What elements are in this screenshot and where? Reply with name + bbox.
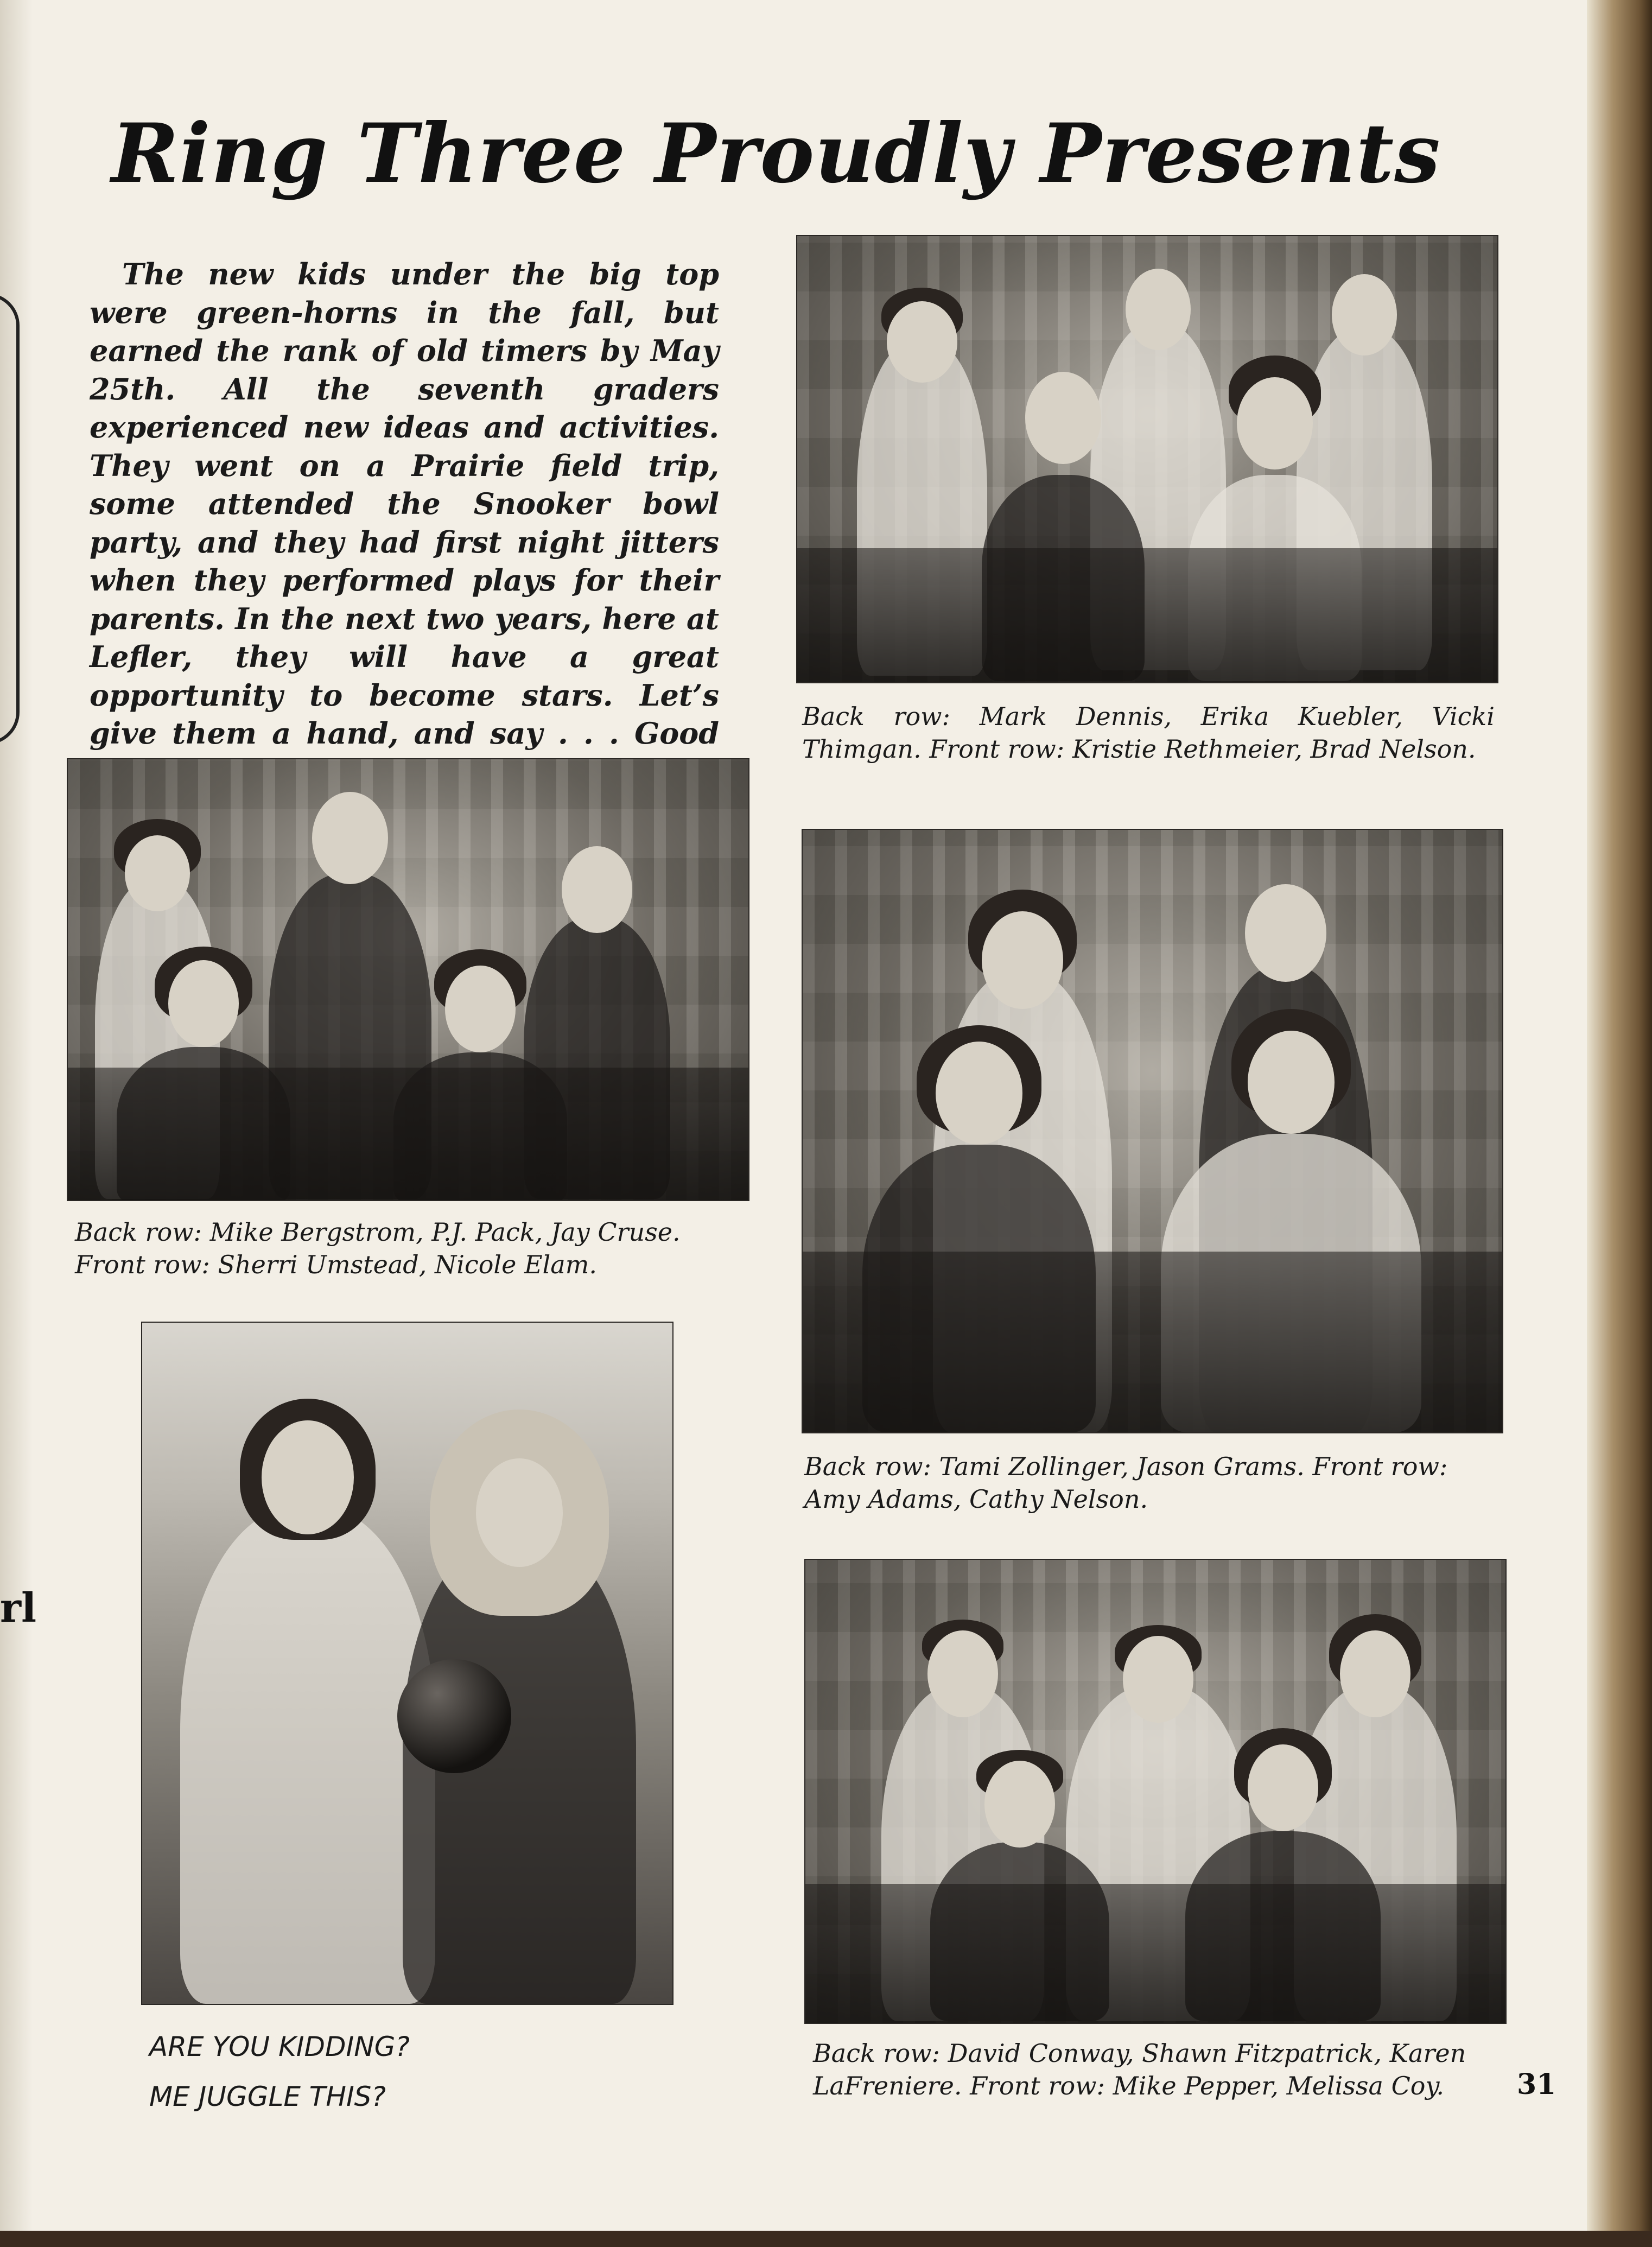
person-figure xyxy=(930,1842,1109,2021)
group-photo-3 xyxy=(802,829,1503,1433)
bowling-photo-caption xyxy=(149,2022,529,2122)
group-photo-4 xyxy=(804,1559,1507,2024)
bowling-caption-line-1: ARE YOU KIDDING? xyxy=(149,2031,410,2062)
person-figure xyxy=(524,917,670,1199)
person-figure xyxy=(180,1507,435,2004)
intro-paragraph: The new kids under the big top were green-horns in the fall, but earned the rank of old timers by May 25th. All the seventh graders experienced new ideas and activities. They went on a Prairie field trip, some attended the Snooker bowl party, and they had first night jitters when they performed plays for their parents. In the next two years, here at Lefler, they will have a great opportunity to become stars. Let’s give them a hand, and say . . . Good xyxy=(90,257,719,751)
bowling-photo xyxy=(141,1322,673,2005)
person-figure xyxy=(393,1052,567,1201)
facing-page-text-fragment: rl xyxy=(0,1585,37,1632)
person-figure xyxy=(862,1145,1096,1432)
photo-caption-4: Back row: David Conway, Shawn Fitzpatrick, Karen LaFreniere. Front row: Mike Pepper, Melissa Coy. xyxy=(813,2039,1466,2100)
photo-caption-2: Back row: Mike Bergstrom, P.J. Pack, Jay Cruse. Front row: Sherri Umstead, Nicole Elam. xyxy=(75,1217,681,1279)
person-figure xyxy=(982,475,1145,681)
photo-caption-1: Back row: Mark Dennis, Erika Kuebler, Vicki Thimgan. Front row: Kristie Rethmeier, Brad Nelson. xyxy=(802,702,1495,764)
bowling-caption-line-2: ME JUGGLE THIS? xyxy=(149,2081,386,2112)
group-photo-2 xyxy=(67,758,749,1201)
bowling-ball xyxy=(397,1659,511,1773)
photo-caption-3: Back row: Tami Zollinger, Jason Grams. Front row: Amy Adams, Cathy Nelson. xyxy=(804,1452,1448,1514)
person-figure xyxy=(269,873,431,1199)
person-figure xyxy=(1161,1134,1421,1432)
page-title: Ring Three Proudly Presents xyxy=(111,106,1441,201)
facing-page-curve xyxy=(0,293,20,745)
book-spine-edge xyxy=(1587,0,1652,2247)
person-figure xyxy=(857,339,987,676)
person-figure xyxy=(117,1047,290,1201)
page-edge-bottom xyxy=(0,2231,1652,2247)
person-figure xyxy=(1188,475,1362,681)
page-number: 31 xyxy=(1517,2068,1556,2101)
person-figure xyxy=(1185,1831,1381,2021)
group-photo-1 xyxy=(796,235,1498,683)
